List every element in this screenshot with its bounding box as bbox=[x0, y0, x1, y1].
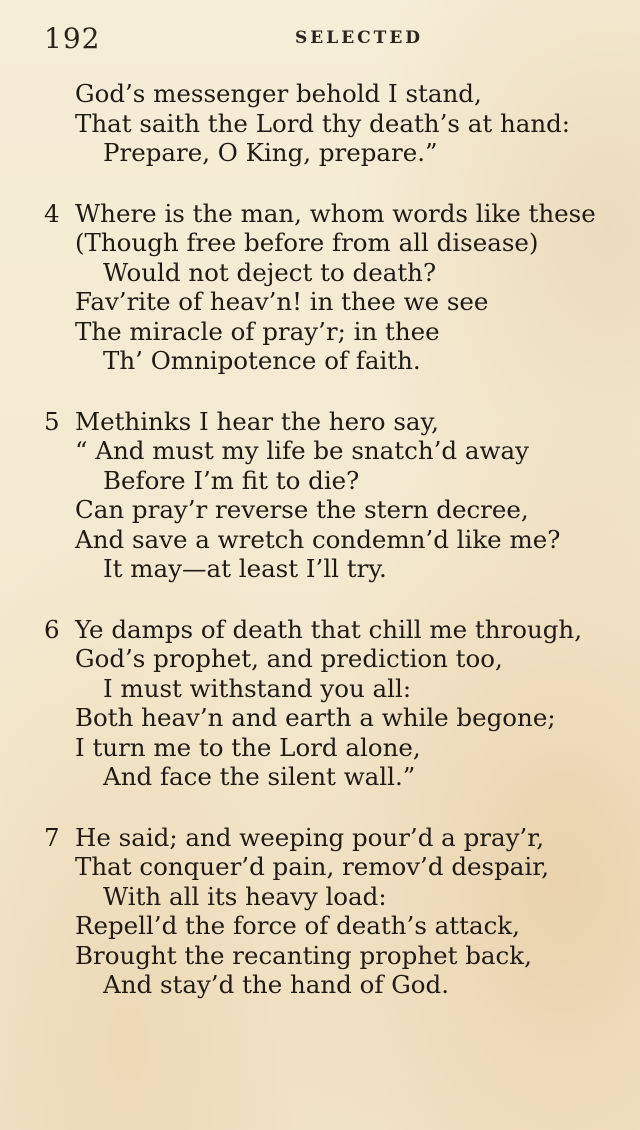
stanza-number: 4 bbox=[44, 198, 60, 228]
stanza-number: 5 bbox=[44, 406, 60, 436]
verse-line bbox=[0, 407, 640, 437]
verse-line-text: Ye damps of death that chill me through, bbox=[75, 614, 582, 644]
stanza-gap bbox=[0, 376, 640, 407]
stanza-gap bbox=[0, 168, 640, 199]
verse-line: And save a wretch condemn’d like me? bbox=[75, 524, 561, 554]
verse-line-text: Where is the man, whom words like these bbox=[75, 198, 596, 228]
verse-line: Both heav’n and earth a while begone; bbox=[75, 703, 556, 732]
verse-line bbox=[0, 615, 640, 645]
running-head: SELECTED bbox=[295, 28, 424, 48]
verse-line: That saith the Lord thy death’s at hand: bbox=[75, 108, 571, 138]
stanza-number: 7 bbox=[44, 822, 60, 852]
verse-line: (Though free before from all disease) bbox=[75, 228, 539, 257]
hymn-text bbox=[0, 79, 640, 1000]
verse-line-text: He said; and weeping pour’d a pray’r, bbox=[75, 822, 545, 852]
stanza-5 bbox=[0, 407, 640, 584]
verse-line: Before I’m fit to die? bbox=[103, 465, 360, 495]
verse-line bbox=[0, 199, 640, 229]
verse-line: Prepare, O King, prepare.” bbox=[103, 138, 438, 167]
verse-line: I turn me to the Lord alone, bbox=[75, 732, 421, 762]
stanza-7 bbox=[0, 823, 640, 1000]
stanza-continued bbox=[0, 79, 640, 168]
stanza-number: 6 bbox=[44, 614, 60, 644]
verse-line: That conquer’d pain, remov’d despair, bbox=[75, 852, 550, 881]
verse-line: “ And must my life be snatch’d away bbox=[75, 436, 529, 465]
verse-line: And stay’d the hand of God. bbox=[103, 970, 450, 999]
verse-line: God’s messenger behold I stand, bbox=[75, 79, 482, 108]
verse-line: God’s prophet, and prediction too, bbox=[75, 644, 503, 673]
stanza-gap bbox=[0, 584, 640, 615]
verse-line: The miracle of pray’r; in thee bbox=[75, 316, 440, 346]
verse-line: I must withstand you all: bbox=[103, 673, 412, 703]
stanza-gap bbox=[0, 792, 640, 823]
stanza-4 bbox=[0, 199, 640, 376]
verse-line: With all its heavy load: bbox=[103, 881, 387, 911]
verse-line: Can pray’r reverse the stern decree, bbox=[75, 495, 529, 524]
verse-line: Fav’rite of heav’n! in thee we see bbox=[75, 287, 489, 316]
verse-line: Would not deject to death? bbox=[103, 257, 437, 287]
verse-line: And face the silent wall.” bbox=[103, 762, 416, 791]
verse-line: Repell’d the force of death’s attack, bbox=[75, 911, 520, 940]
verse-line: Brought the recanting prophet back, bbox=[75, 940, 532, 970]
stanza-6 bbox=[0, 615, 640, 792]
page-number: 192 bbox=[44, 22, 101, 55]
verse-line-text: Methinks I hear the hero say, bbox=[75, 406, 439, 436]
verse-line: It may—at least I’ll try. bbox=[103, 554, 387, 583]
verse-line: Th’ Omnipotence of faith. bbox=[103, 346, 421, 375]
verse-line bbox=[0, 823, 640, 853]
